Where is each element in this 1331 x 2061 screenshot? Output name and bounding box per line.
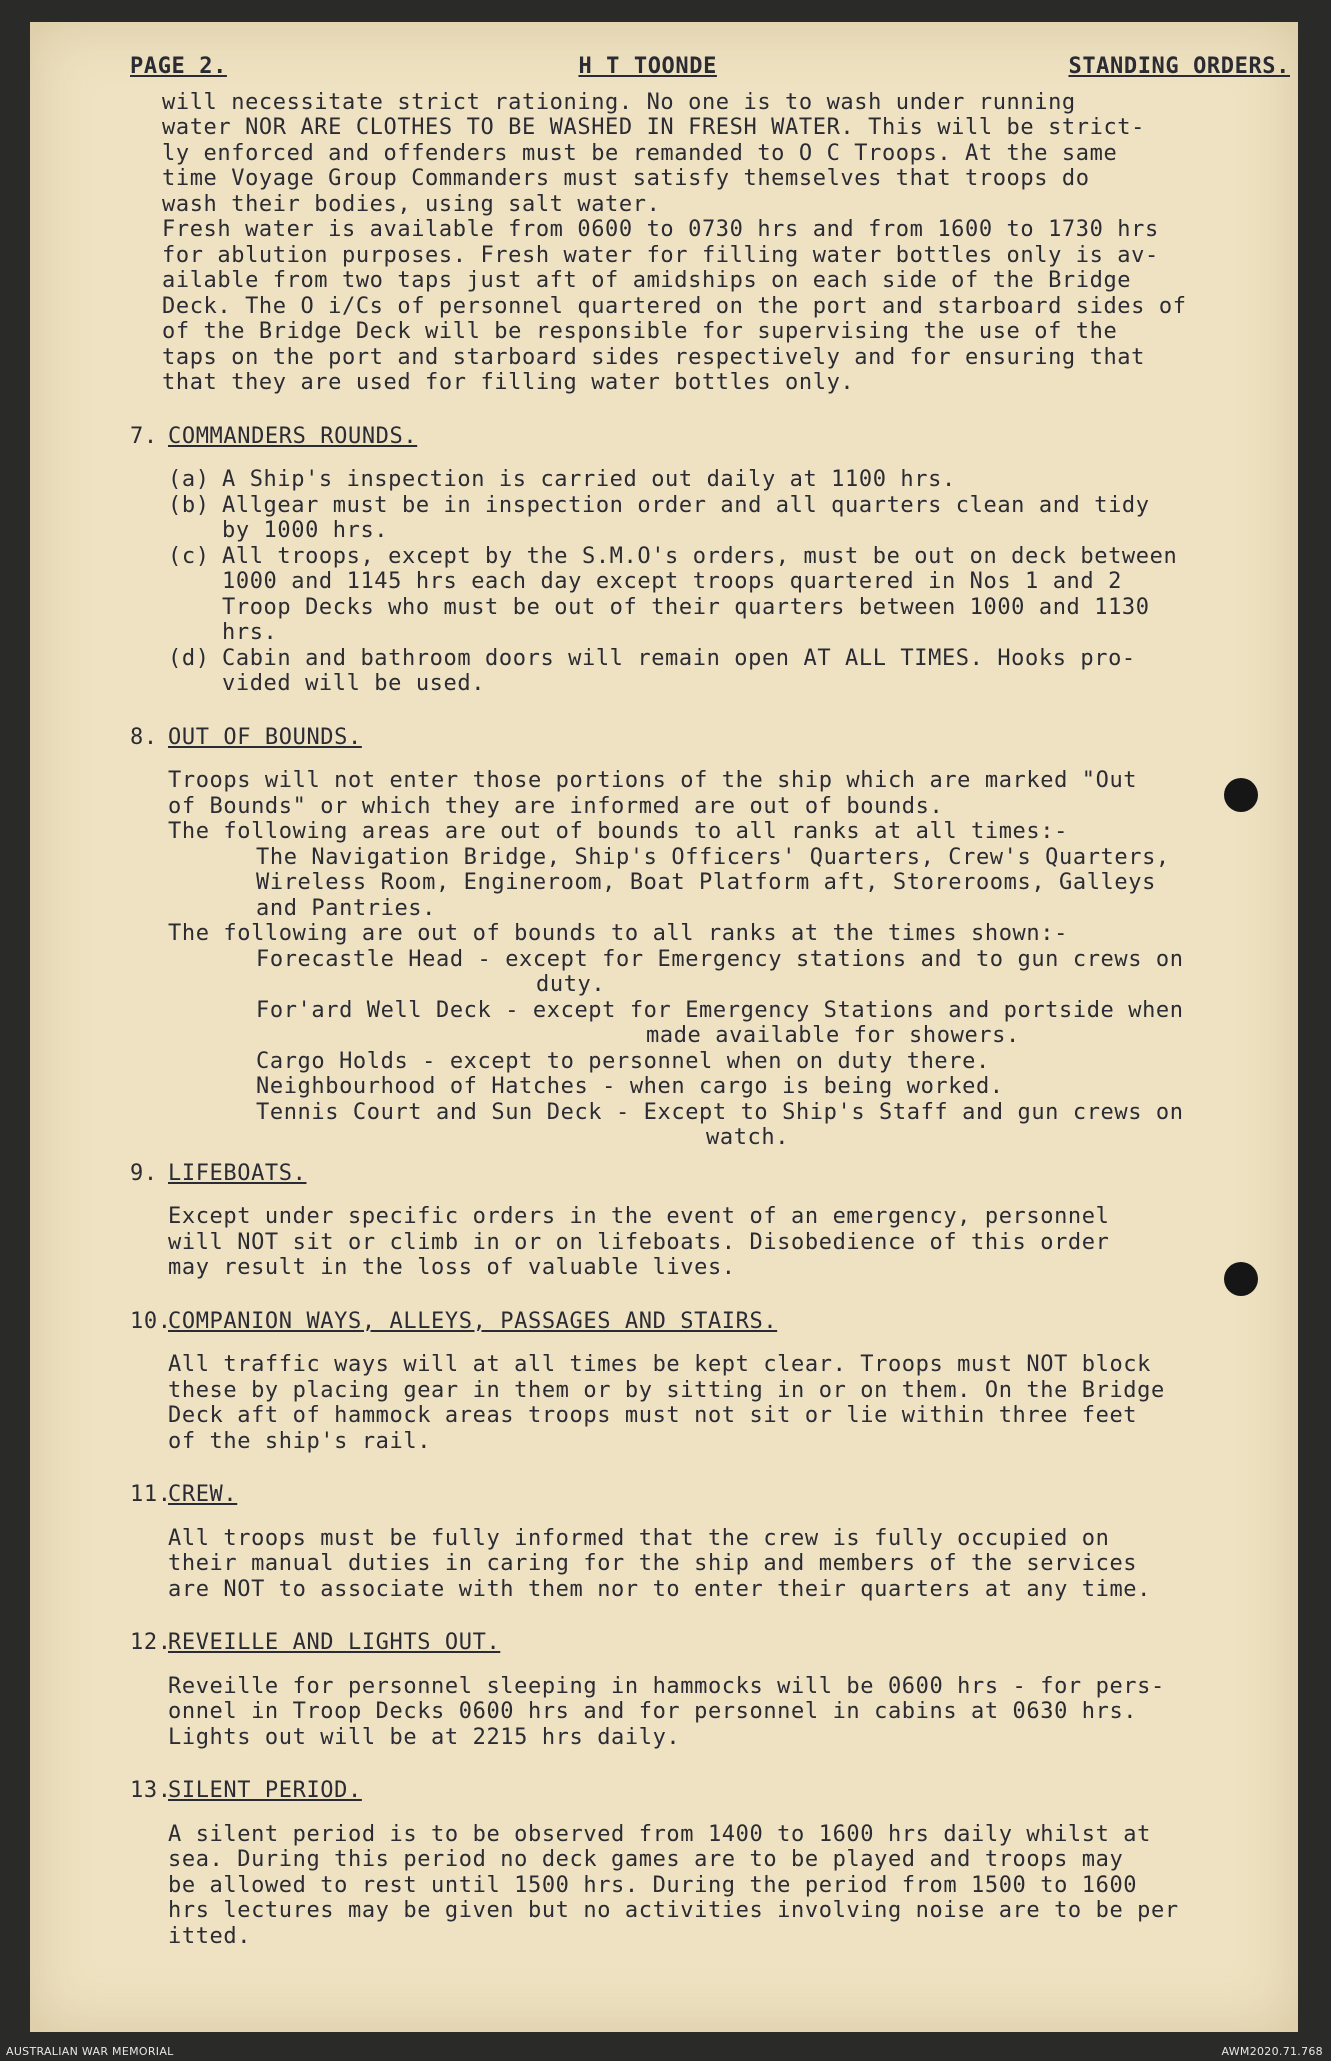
section-text (130, 1204, 1290, 1281)
text-line: All troops, except by the S.M.O's orders, must be out on deck between (222, 543, 1178, 569)
text-line: Fresh water is available from 0600 to 0730 hrs and from 1600 to 1730 hrs (162, 217, 1159, 242)
text-line: onnel in Troop Decks 0600 hrs and for personnel in cabins at 0630 hrs. (168, 1699, 1138, 1724)
list-item (168, 544, 1290, 646)
text-line: For'ard Well Deck - except for Emergency Stations and portside when (256, 997, 1184, 1023)
section-heading (130, 1161, 1290, 1187)
section-text (130, 1526, 1290, 1603)
text-line: 1000 and 1145 hrs each day except troops quartered in Nos 1 and 2 (222, 569, 1122, 594)
continuation-text (130, 90, 1290, 396)
page-header (130, 54, 1290, 80)
text-line: will NOT sit or climb in or on lifeboats. Disobedience of this order (168, 1229, 1110, 1255)
archive-reference: AWM2020.71.768 (1221, 2045, 1323, 2058)
text-line: water NOR ARE CLOTHES TO BE WASHED IN FRESH WATER. This will be strict- (162, 115, 1146, 140)
text-line: Except under specific orders in the event of an emergency, personnel (168, 1204, 1110, 1229)
section-crew (130, 1482, 1290, 1602)
section-heading (130, 1630, 1290, 1656)
text-line: of the ship's rail. (168, 1428, 432, 1454)
section-title: COMPANION WAYS, ALLEYS, PASSAGES AND STAIRS. (168, 1308, 778, 1334)
text-line: The following areas are out of bounds to all ranks at all times:- (168, 819, 1068, 844)
item-label: (c) (168, 543, 210, 569)
text-line: All troops must be fully informed that the crew is fully occupied on (168, 1525, 1110, 1551)
text-line: Cargo Holds - except to personnel when on duty there. (256, 1048, 990, 1074)
text-line: itted. (168, 1923, 252, 1949)
item-label: (b) (168, 492, 210, 518)
text-line: hrs. (222, 620, 278, 645)
section-number: 9. (130, 1160, 158, 1186)
text-line: taps on the port and starboard sides respectively and for ensuring that (162, 344, 1146, 370)
section-heading (130, 1778, 1290, 1804)
text-line: ailable from two taps just aft of amidships on each side of the Bridge (162, 268, 1132, 293)
text-line: Cabin and bathroom doors will remain open AT ALL TIMES. Hooks pro- (222, 645, 1136, 671)
text-line: Allgear must be in inspection order and all quarters clean and tidy (222, 492, 1150, 518)
text-line: sea. During this period no deck games are to be played and troops may (168, 1847, 1124, 1872)
section-number: 11. (130, 1482, 172, 1507)
section-text (130, 1674, 1290, 1751)
section-lifeboats (130, 1161, 1290, 1281)
text-line: vided will be used. (222, 671, 486, 696)
section-text (130, 768, 1290, 1151)
section-reveille (130, 1630, 1290, 1750)
text-line: made available for showers. (646, 1023, 1020, 1048)
text-line: their manual duties in caring for the ship and members of the services (168, 1551, 1138, 1576)
text-line: Troops will not enter those portions of the ship which are marked "Out (168, 768, 1138, 793)
item-list (130, 467, 1290, 697)
text-line: for ablution purposes. Fresh water for filling water bottles only is av- (162, 242, 1159, 268)
section-title: OUT OF BOUNDS. (168, 724, 362, 750)
section-title: REVEILLE AND LIGHTS OUT. (168, 1630, 501, 1655)
document-page (30, 22, 1298, 2032)
text-line: Troop Decks who must be out of their quarters between 1000 and 1130 (222, 594, 1150, 620)
text-line: The Navigation Bridge, Ship's Officers' Quarters, Crew's Quarters, (256, 844, 1170, 870)
text-line: of Bounds" or which they are informed are out of bounds. (168, 793, 944, 819)
text-line: A Ship's inspection is carried out daily at 1100 hrs. (222, 467, 956, 492)
section-text (130, 1352, 1290, 1454)
text-line: time Voyage Group Commanders must satisfy themselves that troops do (162, 166, 1090, 191)
section-number: 13. (130, 1778, 172, 1803)
section-number: 12. (130, 1630, 172, 1655)
text-line: All traffic ways will at all times be kept clear. Troops must NOT block (168, 1352, 1152, 1377)
text-line: duty. (536, 972, 606, 997)
text-line: Deck. The O i/Cs of personnel quartered on the port and starboard sides of (162, 293, 1187, 319)
section-heading (130, 424, 1290, 450)
areas-list (168, 845, 1290, 922)
text-line: Neighbourhood of Hatches - when cargo is being worked. (256, 1074, 1004, 1099)
text-line: these by placing gear in them or by sitting in or on them. On the Bridge (168, 1377, 1165, 1403)
section-title: CREW. (168, 1482, 238, 1507)
text-line: Forecastle Head - except for Emergency stations and to gun crews on (256, 946, 1184, 972)
text-line: of the Bridge Deck will be responsible for supervising the use of the (162, 319, 1118, 344)
section-companion-ways (130, 1309, 1290, 1455)
section-silent-period (130, 1778, 1290, 1949)
section-heading (130, 1482, 1290, 1508)
text-line: that they are used for filling water bottles only. (162, 370, 855, 395)
archive-credit: AUSTRALIAN WAR MEMORIAL (6, 2045, 174, 2058)
text-line: may result in the loss of valuable lives. (168, 1255, 736, 1280)
section-title: SILENT PERIOD. (168, 1778, 362, 1803)
text-line: and Pantries. (256, 895, 436, 921)
section-out-of-bounds (130, 725, 1290, 1151)
section-title: LIFEBOATS. (168, 1160, 307, 1186)
list-item (168, 467, 1290, 493)
text-line: are NOT to associate with them nor to enter their quarters at any time. (168, 1576, 1152, 1602)
text-line: hrs lectures may be given but no activities involving noise are to be per (168, 1898, 1179, 1923)
text-line: wash their bodies, using salt water. (162, 191, 661, 217)
document-body (130, 54, 1290, 1949)
text-line: watch. (706, 1125, 790, 1150)
section-title: COMMANDERS ROUNDS. (168, 423, 418, 449)
section-number: 10. (130, 1308, 172, 1334)
page-number: PAGE 2. (130, 54, 227, 79)
item-label: (a) (168, 467, 210, 492)
section-commanders-rounds (130, 424, 1290, 697)
section-heading (130, 1309, 1290, 1335)
text-line: ly enforced and offenders must be remanded to O C Troops. At the same (162, 140, 1118, 166)
section-heading (130, 725, 1290, 751)
text-line: The following are out of bounds to all ranks at the times shown:- (168, 921, 1068, 946)
text-line: Tennis Court and Sun Deck - Except to Ship's Staff and gun crews on (256, 1099, 1184, 1125)
text-line: be allowed to rest until 1500 hrs. During the period from 1500 to 1600 (168, 1872, 1138, 1898)
section-number: 8. (130, 724, 158, 750)
text-line: will necessitate strict rationing. No one is to wash under running (162, 89, 1076, 115)
list-item (168, 493, 1290, 544)
section-number: 7. (130, 423, 158, 449)
list-item (168, 646, 1290, 697)
text-line: Deck aft of hammock areas troops must not sit or lie within three feet (168, 1403, 1138, 1428)
text-line: Reveille for personnel sleeping in hammocks will be 0600 hrs - for pers- (168, 1673, 1165, 1699)
text-line: by 1000 hrs. (222, 518, 389, 543)
item-label: (d) (168, 645, 210, 671)
text-line: Lights out will be at 2215 hrs daily. (168, 1724, 681, 1750)
text-line: A silent period is to be observed from 1400 to 1600 hrs daily whilst at (168, 1821, 1152, 1847)
text-line: Wireless Room, Engineroom, Boat Platform aft, Storerooms, Galleys (256, 870, 1156, 895)
times-list (168, 947, 1290, 1151)
document-title: STANDING ORDERS. (1068, 54, 1290, 79)
section-text (130, 1822, 1290, 1950)
ship-name: H T TOONDE (578, 54, 717, 79)
